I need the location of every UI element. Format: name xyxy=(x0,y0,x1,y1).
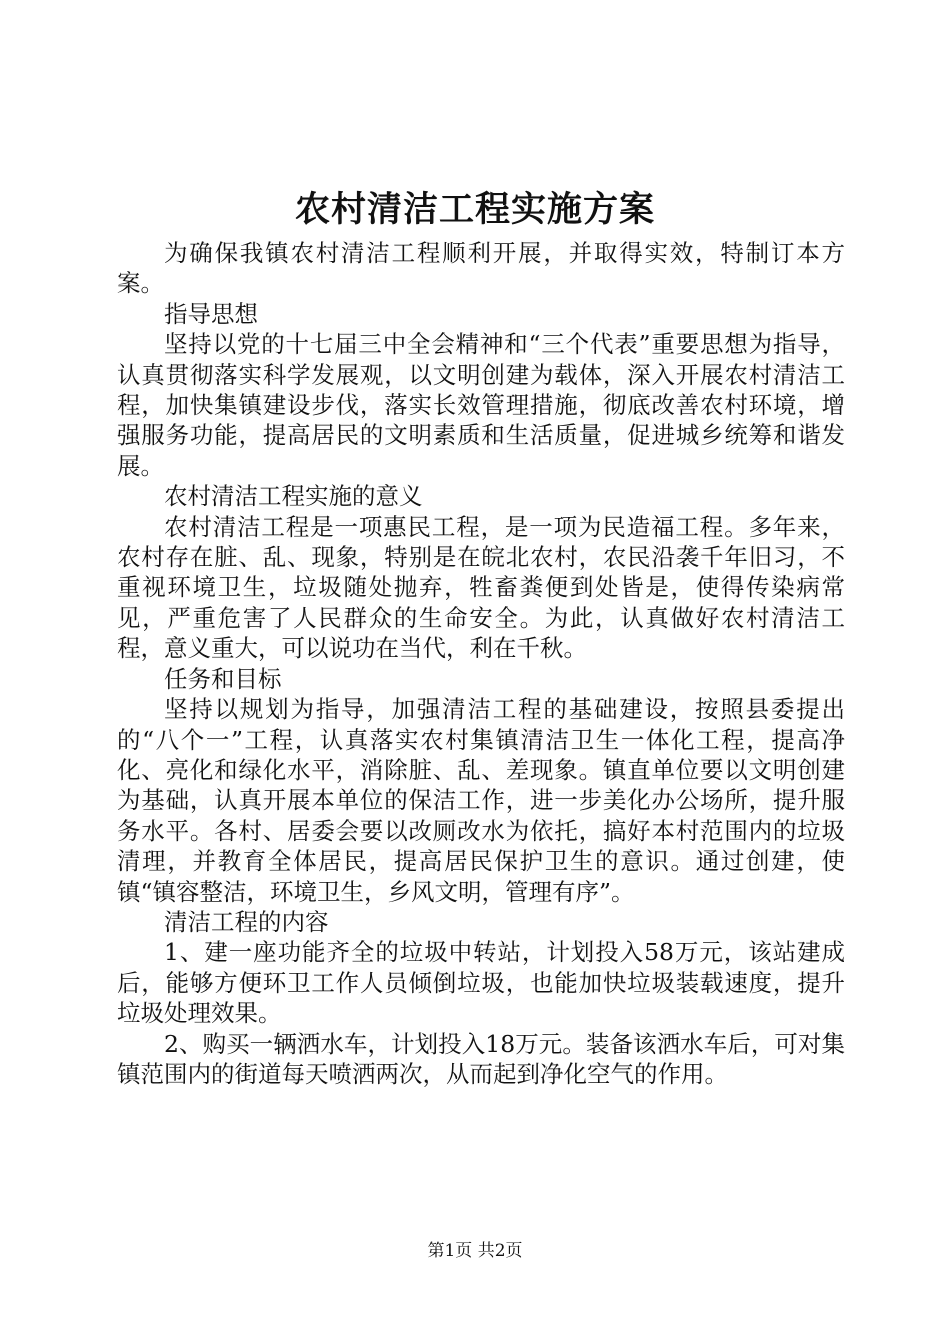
paragraph-tasks-goals: 坚持以规划为指导，加强清洁工程的基础建设，按照县委提出的“八个一”工程，认真落实农村集镇清洁卫生一体化工程，提高净化、亮化和绿化水平，消除脏、乱、差现象。镇直单位要以文明创建为基础，认真开展本单位的保洁工作，进一步美化办公场所，提升服务水平。各村、居委会要以改厕改水为依托，搞好本村范围内的垃圾清理，并教育全体居民，提高居民保护卫生的意识。通过创建，使镇“镇容整洁，环境卫生，乡风文明，管理有序”。 xyxy=(117,695,845,906)
paragraph-content-item-2: 2、购买一辆洒水车，计划投入18万元。装备该洒水车后，可对集镇范围内的街道每天喷洒两次，从而起到净化空气的作用。 xyxy=(117,1029,845,1088)
document-title: 农村清洁工程实施方案 xyxy=(294,189,655,230)
paragraph-content-item-1: 1、建一座功能齐全的垃圾中转站，计划投入58万元，该站建成后，能够方便环卫工作人员倾倒垃圾，也能加快垃圾装载速度，提升垃圾处理效果。 xyxy=(117,938,845,1028)
page-footer: 第1页 共2页 xyxy=(427,1241,523,1261)
section-heading-guiding-ideology: 指导思想 xyxy=(164,299,258,328)
document-body xyxy=(117,238,845,1089)
paragraph-guiding-ideology: 坚持以党的十七届三中全会精神和“三个代表”重要思想为指导，认真贯彻落实科学发展观，以文明创建为载体，深入开展农村清洁工程，加快集镇建设步伐，落实长效管理措施，彻底改善农村环境，增强服务功能，提高居民的文明素质和生活质量，促进城乡统筹和谐发展。 xyxy=(117,330,845,480)
paragraph-intro: 为确保我镇农村清洁工程顺利开展，并取得实效，特制订本方案。 xyxy=(117,239,845,298)
section-heading-content: 清洁工程的内容 xyxy=(164,907,329,936)
section-heading-significance: 农村清洁工程实施的意义 xyxy=(164,482,423,511)
paragraph-significance: 农村清洁工程是一项惠民工程，是一项为民造福工程。多年来，农村存在脏、乱、现象，特别是在皖北农村，农民沿袭千年旧习，不重视环境卫生，垃圾随处抛弃，牲畜粪便到处皆是，使得传染病常见，严重危害了人民群众的生命安全。为此，认真做好农村清洁工程，意义重大，可以说功在当代，利在千秋。 xyxy=(117,512,845,663)
section-heading-tasks-goals: 任务和目标 xyxy=(164,664,282,693)
